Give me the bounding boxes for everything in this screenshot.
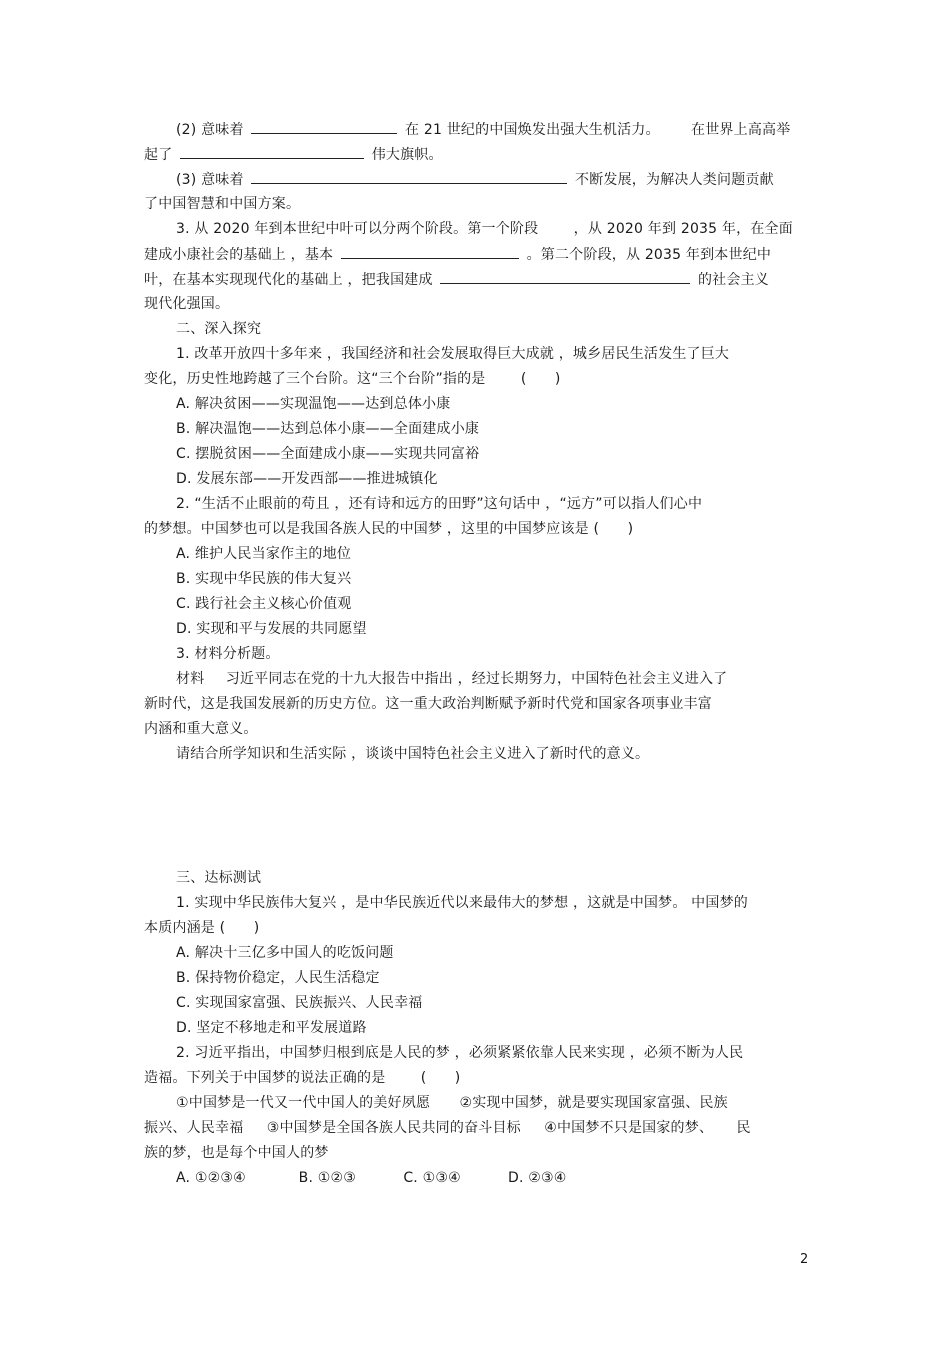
- line-37: [144, 1118, 751, 1138]
- text: ，是中华民族近代以来最伟大的梦想: [341, 895, 569, 911]
- text: 伟大旗帜。: [371, 147, 443, 163]
- section-heading-2: 二、深入探究: [176, 321, 262, 337]
- line-17: [144, 519, 633, 539]
- option-a: A. ①②③④: [176, 1170, 246, 1186]
- text: 3. 从 2020 年到本世纪中叶可以分两个阶段。第一个阶段: [176, 221, 539, 237]
- line-7: [144, 269, 769, 290]
- fill-blank: [251, 169, 567, 184]
- fill-blank: [180, 144, 364, 159]
- text: ，基本: [290, 247, 334, 263]
- text: ，“远方”可以指人们心中: [545, 496, 703, 512]
- text: ，必须紧紧依靠人民来实现: [454, 1045, 626, 1061]
- text: 建成小康社会的基础上: [144, 247, 286, 263]
- text: 习近平同志在党的十九大报告中指出: [225, 671, 453, 687]
- line-28: [176, 893, 748, 913]
- option-a: A. 解决贫困——实现温饱——达到总体小康: [176, 396, 451, 412]
- line-6: [144, 244, 771, 265]
- line-11: [144, 369, 561, 389]
- option-b: B. 实现中华民族的伟大复兴: [176, 571, 352, 587]
- line-35: [144, 1068, 460, 1088]
- line-1: [176, 119, 790, 140]
- option-a: A. 维护人民当家作主的地位: [176, 546, 352, 562]
- page-number: 2: [800, 1252, 809, 1267]
- text: ，这里的中国梦应该是: [446, 521, 589, 537]
- option-d: D. ②③④: [507, 1170, 567, 1186]
- option-d: D. 发展东部——开发西部——推进城镇化: [176, 471, 438, 487]
- line-4: 了中国智慧和中国方案。: [144, 196, 301, 212]
- text: ①中国梦是一代又一代中国人的美好夙愿: [176, 1095, 431, 1111]
- text: 1. 改革开放四十多年来: [176, 346, 323, 362]
- text: 振兴、人民幸福: [144, 1120, 244, 1136]
- line-34: [176, 1043, 743, 1063]
- text: 。第二个阶段，从 2035 年到本世纪中: [526, 247, 772, 263]
- text: ，必须不断为人民: [629, 1045, 744, 1061]
- text: ，把我国建成: [347, 272, 433, 288]
- line-23: [176, 669, 727, 689]
- text: ，还有诗和远方的田野”这句话中: [334, 496, 541, 512]
- option-c: C. 摆脱贫困——全面建成小康——实现共同富裕: [176, 446, 480, 462]
- line-2: [144, 144, 443, 165]
- option-c: C. ①③④: [403, 1170, 461, 1186]
- answer-options-row: [176, 1168, 567, 1188]
- option-c: C. 践行社会主义核心价值观: [176, 596, 352, 612]
- line-29: 本质内涵是 ( ): [144, 920, 260, 936]
- text: 在 21 世纪的中国焕发出强大生机活力。: [405, 122, 660, 138]
- text: 的社会主义: [697, 272, 769, 288]
- text: 变化，历史性地跨越了三个台阶。这“三个台阶”指的是: [144, 371, 486, 387]
- line-26: [176, 744, 649, 764]
- text: 2. 习近平指出，中国梦归根到底是人民的梦: [176, 1045, 451, 1061]
- line-24: 新时代，这是我国发展新的历史方位。这一重大政治判断赋予新时代党和国家各项事业丰富: [144, 696, 712, 712]
- text: ②实现中国梦，就是要实现国家富强、民族: [459, 1095, 728, 1111]
- option-d: D. 实现和平与发展的共同愿望: [176, 621, 367, 637]
- option-b: B. 解决温饱——达到总体小康——全面建成小康: [176, 421, 480, 437]
- option-a: A. 解决十三亿多中国人的吃饭问题: [176, 945, 394, 961]
- text: 造福。下列关于中国梦的说法正确的是: [144, 1070, 386, 1086]
- text: 民: [736, 1120, 751, 1136]
- text: ，谈谈中国特色社会主义进入了新时代的意义。: [351, 746, 650, 762]
- option-b: B. 保持物价稳定，人民生活稳定: [176, 970, 380, 986]
- section-heading-3: 三、达标测试: [176, 870, 262, 886]
- line-22: 3. 材料分析题。: [176, 646, 280, 662]
- line-38: 族的梦，也是每个中国人的梦: [144, 1145, 329, 1161]
- text: ，我国经济和社会发展取得巨大成就: [326, 346, 555, 362]
- text: 1. 实现中华民族伟大复兴: [176, 895, 337, 911]
- option-b: B. ①②③: [298, 1170, 357, 1186]
- answer-bracket: ( ): [593, 521, 634, 537]
- text: ，城乡居民生活发生了巨大: [558, 346, 730, 362]
- text: 材料: [176, 671, 205, 687]
- line-16: [176, 494, 702, 514]
- option-d: D. 坚定不移地走和平发展道路: [176, 1020, 367, 1036]
- text: (2) 意味着: [176, 122, 244, 138]
- line-10: [176, 344, 729, 364]
- line-25: 内涵和重大意义。: [144, 721, 258, 737]
- line-8: 现代化强国。: [144, 296, 230, 312]
- text: ，这就是中国梦。 中国梦的: [572, 895, 748, 911]
- text: 在世界上高高举: [691, 122, 791, 138]
- answer-bracket: ( ): [420, 1070, 461, 1086]
- option-c: C. 实现国家富强、民族振兴、人民幸福: [176, 995, 423, 1011]
- text: ，经过长期努力，中国特色社会主义进入了: [457, 671, 728, 687]
- text: 请结合所学知识和生活实际: [176, 746, 347, 762]
- answer-bracket: ( ): [520, 371, 561, 387]
- text: ④中国梦不只是国家的梦、: [544, 1120, 714, 1136]
- text: 2. “生活不止眼前的苟且: [176, 496, 330, 512]
- fill-blank: [341, 244, 519, 259]
- text: 不断发展，为解决人类问题贡献: [575, 172, 774, 188]
- fill-blank: [251, 119, 397, 134]
- fill-blank: [440, 269, 690, 284]
- line-3: [176, 169, 774, 190]
- text: 叶，在基本实现现代化的基础上: [144, 272, 343, 288]
- line-36: [176, 1093, 728, 1113]
- text: 起了: [144, 147, 173, 163]
- text: ，从 2020 年到 2035 年，在全面: [573, 221, 793, 237]
- line-5: [176, 219, 793, 239]
- text: ③中国梦是全国各族人民共同的奋斗目标: [266, 1120, 521, 1136]
- text: 的梦想。中国梦也可以是我国各族人民的中国梦: [144, 521, 443, 537]
- text: (3) 意味着: [176, 172, 244, 188]
